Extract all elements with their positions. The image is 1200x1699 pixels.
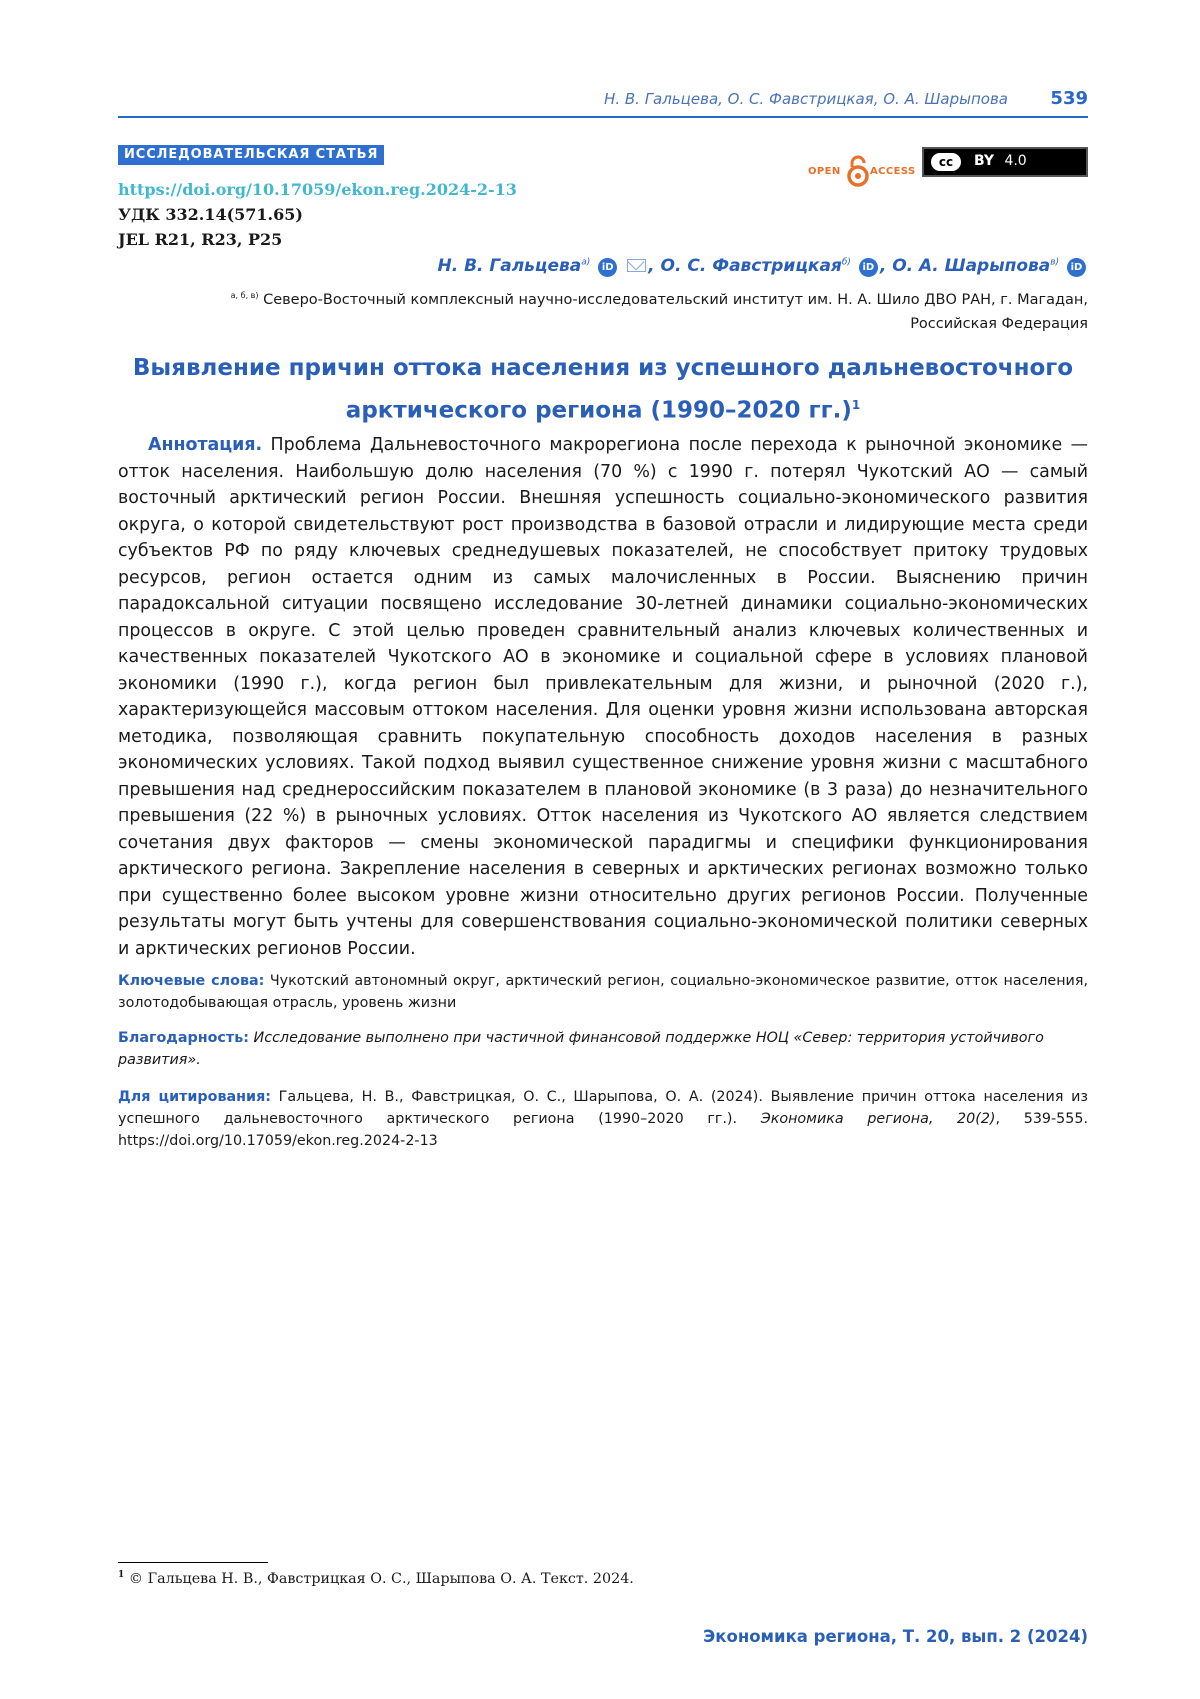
affiliation-country: Российская Федерация bbox=[910, 315, 1088, 332]
orcid-icon[interactable]: iD bbox=[598, 258, 617, 277]
open-lock-icon bbox=[846, 155, 870, 187]
open-access-access-text: ACCESS bbox=[870, 166, 916, 177]
affiliation bbox=[188, 284, 1088, 336]
orcid-icon[interactable]: iD bbox=[859, 258, 878, 277]
footnote bbox=[118, 1570, 634, 1587]
udk-code: УДК 332.14(571.65) bbox=[118, 205, 303, 224]
article-title bbox=[118, 350, 1088, 430]
author-name: , О. С. Фавстрицкая bbox=[648, 256, 842, 276]
title-line: Выявление причин оттока населения из успешного дальневосточного bbox=[132, 355, 1074, 381]
journal-footer: Экономика региона, Т. 20, вып. 2 (2024) bbox=[703, 1627, 1088, 1646]
keywords-text: Чукотский автономный округ, арктический регион, социально-экономическое развитие, отток населения, золотодобывающая отрасль, уровень жизни bbox=[118, 973, 1088, 1011]
keywords bbox=[118, 970, 1088, 1014]
footnote-rule bbox=[118, 1562, 268, 1563]
author-name: Н. В. Гальцева bbox=[437, 256, 582, 276]
title-line: арктического региона (1990–2020 гг.) bbox=[345, 397, 852, 424]
affiliation-marks: а, б, в) bbox=[230, 291, 259, 300]
affiliation-line: Северо-Восточный комплексный научно-исследовательский институт им. Н. А. Шило ДВО РАН, г. Магадан, bbox=[258, 291, 1088, 308]
running-head bbox=[118, 88, 1088, 114]
author-mark: б) bbox=[841, 257, 851, 268]
author-mark: в) bbox=[1050, 257, 1060, 268]
open-access-logo bbox=[808, 153, 918, 189]
envelope-icon[interactable] bbox=[627, 259, 646, 272]
keywords-label: Ключевые слова: bbox=[118, 973, 265, 989]
page-number: 539 bbox=[1050, 88, 1088, 109]
author-name: , О. А. Шарыпова bbox=[879, 256, 1051, 276]
orcid-icon[interactable]: iD bbox=[1067, 258, 1086, 277]
acknowledgment-label: Благодарность: bbox=[118, 1030, 249, 1046]
footnote-mark: 1 bbox=[118, 1570, 125, 1580]
doi-link[interactable]: https://doi.org/10.17059/ekon.reg.2024-2-13 bbox=[118, 180, 517, 199]
acknowledgment bbox=[118, 1027, 1088, 1071]
citation-label: Для цитирования: bbox=[118, 1089, 271, 1105]
cc-version-text: 4.0 bbox=[1004, 153, 1027, 169]
cc-by-label: BY bbox=[974, 153, 995, 169]
abstract bbox=[118, 432, 1088, 962]
footnote-text: © Гальцева Н. В., Фавстрицкая О. С., Шарыпова О. А. Текст. 2024. bbox=[124, 1570, 634, 1587]
cc-license-badge[interactable] bbox=[922, 147, 1088, 177]
header-rule bbox=[118, 116, 1088, 118]
authors-line bbox=[437, 256, 1088, 277]
title-footnote-mark: 1 bbox=[851, 398, 861, 412]
jel-codes: JEL R21, R23, P25 bbox=[118, 230, 283, 249]
abstract-text: Проблема Дальневосточного макрорегиона после перехода к рыночной экономике — отток населения. Наибольшую долю населения (70 %) с 1990 г. потерял Чукотский АО — самый восточный арктический регион России. Внешняя успешность социально-экономического развития округа, о которой свидетельствуют рост производства в базовой отрасли и лидирующие места среди субъектов РФ по ряду ключевых среднедушевых показателей, не способствует притоку трудовых ресурсов, регион остается одним из самых малочисленных в России. Выяснению причин парадоксальной ситуации посвящено исследование 30-летней динамики социально-экономических процессов в округе. С этой целью проведен сравнительный анализ ключевых количественных и качественных показателей Чукотского АО в экономике и социальной сфере в условиях плановой экономики (1990 г.), когда регион был привлекательным для жизни, и рыночной (2020 г.), характеризующейся массовым оттоком населения. Для оценки уровня жизни использована авторская методика, позволяющая сравнить покупательную способность доходов населения в разных экономических условиях. Такой подход выявил существенное снижение уровня жизни с масштабного превышения над среднероссийским показателем в плановой экономике (в 3 раза) до незначительного превышения (22 %) в рыночных условиях. Отток населения из Чукотского АО является следствием сочетания двух факторов — смены экономической парадигмы и специфики функционирования арктического региона. Закрепление населения в северных и арктических регионах возможно только при существенно более высоком уровне жизни относительно других регионов России. Полученные результаты могут быть учтены для совершенствования социально-экономической политики северных и арктических регионов России. bbox=[118, 435, 1088, 959]
cc-version bbox=[1000, 153, 1082, 171]
citation-pages: , 539-555. https://doi.org/10.17059/ekon.reg.2024-2-13 bbox=[118, 1111, 1089, 1149]
acknowledgment-text: Исследование выполнено при частичной финансовой поддержке НОЦ «Север: территория устойчивого развития». bbox=[118, 1030, 1044, 1068]
article-type-badge: ИССЛЕДОВАТЕЛЬСКАЯ СТАТЬЯ bbox=[118, 145, 384, 165]
running-authors: Н. В. Гальцева, О. С. Фавстрицкая, О. А. Шарыпова bbox=[604, 90, 1008, 108]
author-mark: а) bbox=[581, 257, 591, 268]
open-access-open-text: OPEN bbox=[808, 166, 841, 177]
cc-icon: cc bbox=[929, 151, 963, 173]
citation bbox=[118, 1086, 1088, 1152]
abstract-label: Аннотация. bbox=[148, 435, 263, 455]
citation-journal: Экономика региона, 20(2) bbox=[760, 1111, 996, 1127]
citation-text: Гальцева, Н. В., Фавстрицкая, О. С., Шарыпова, О. А. (2024). Выявление причин оттока населения из успешного дальневосточного арктического региона (1990–2020 гг.). bbox=[118, 1089, 1088, 1127]
